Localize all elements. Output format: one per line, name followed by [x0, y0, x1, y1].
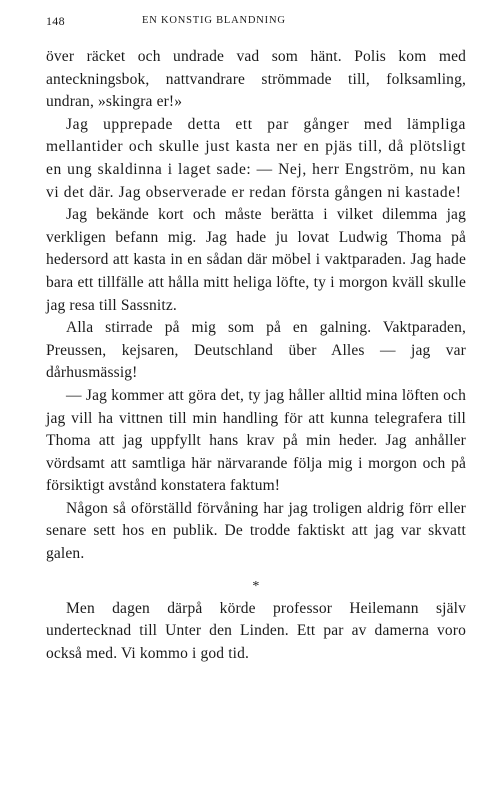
paragraph: Jag upprepade detta ett par gånger med lämpliga mellantider och skulle just kasta ner en pjäs till, då plötsligt en ung skaldinna i laget sade: — Nej, herr Engström, nu kan vi det där. Jag observerade er redan första gången ni kastade! [46, 115, 466, 201]
running-head [46, 14, 466, 36]
paragraph: Jag bekände kort och måste berätta i vilket dilemma jag verkligen befann mig. Jag hade ju lovat Ludwig Thoma på hedersord att kasta in en sådan där möbel i vaktparaden. Jag hade bara ett tillfälle att hålla mitt heliga löfte, ty i morgon kväll skulle jag resa till Sassnitz. [46, 206, 466, 314]
section-separator: * [252, 578, 260, 594]
closing-paragraph: Men dagen därpå körde professor Heilemann själv undertecknad till Unter den Linden. Ett par av damerna voro också med. Vi kommo i god tid. [46, 599, 466, 662]
page-number: 148 [46, 14, 65, 28]
running-title: EN KONSTIG BLANDNING [142, 15, 286, 26]
paragraph: Alla stirrade på mig som på en galning. Vaktparaden, Preussen, kejsaren, Deutschland über Alles — jag var dårhusmässig! [46, 319, 466, 382]
body-text [46, 46, 466, 665]
book-page [46, 14, 466, 804]
paragraph: — Jag kommer att göra det, ty jag håller alltid mina löften och jag vill ha vittnen till min handling för att kunna telegrafera till Thoma att jag uppfyllt hans krav på min heder. Jag anhåller vördsamt att samtliga här närvarande följa mig i morgon och på försiktigt avstånd konstatera faktum! [46, 386, 466, 495]
paragraph: Någon så oförställd förvåning har jag troligen aldrig förr eller senare sett hos en publik. De trodde faktiskt att jag var skvatt galen. [46, 499, 466, 563]
paragraph-continued: över räcket och undrade vad som hänt. Polis kom med anteckningsbok, nattvandrare strömmade till, folksamling, undran, »skingra er!» [46, 48, 466, 111]
